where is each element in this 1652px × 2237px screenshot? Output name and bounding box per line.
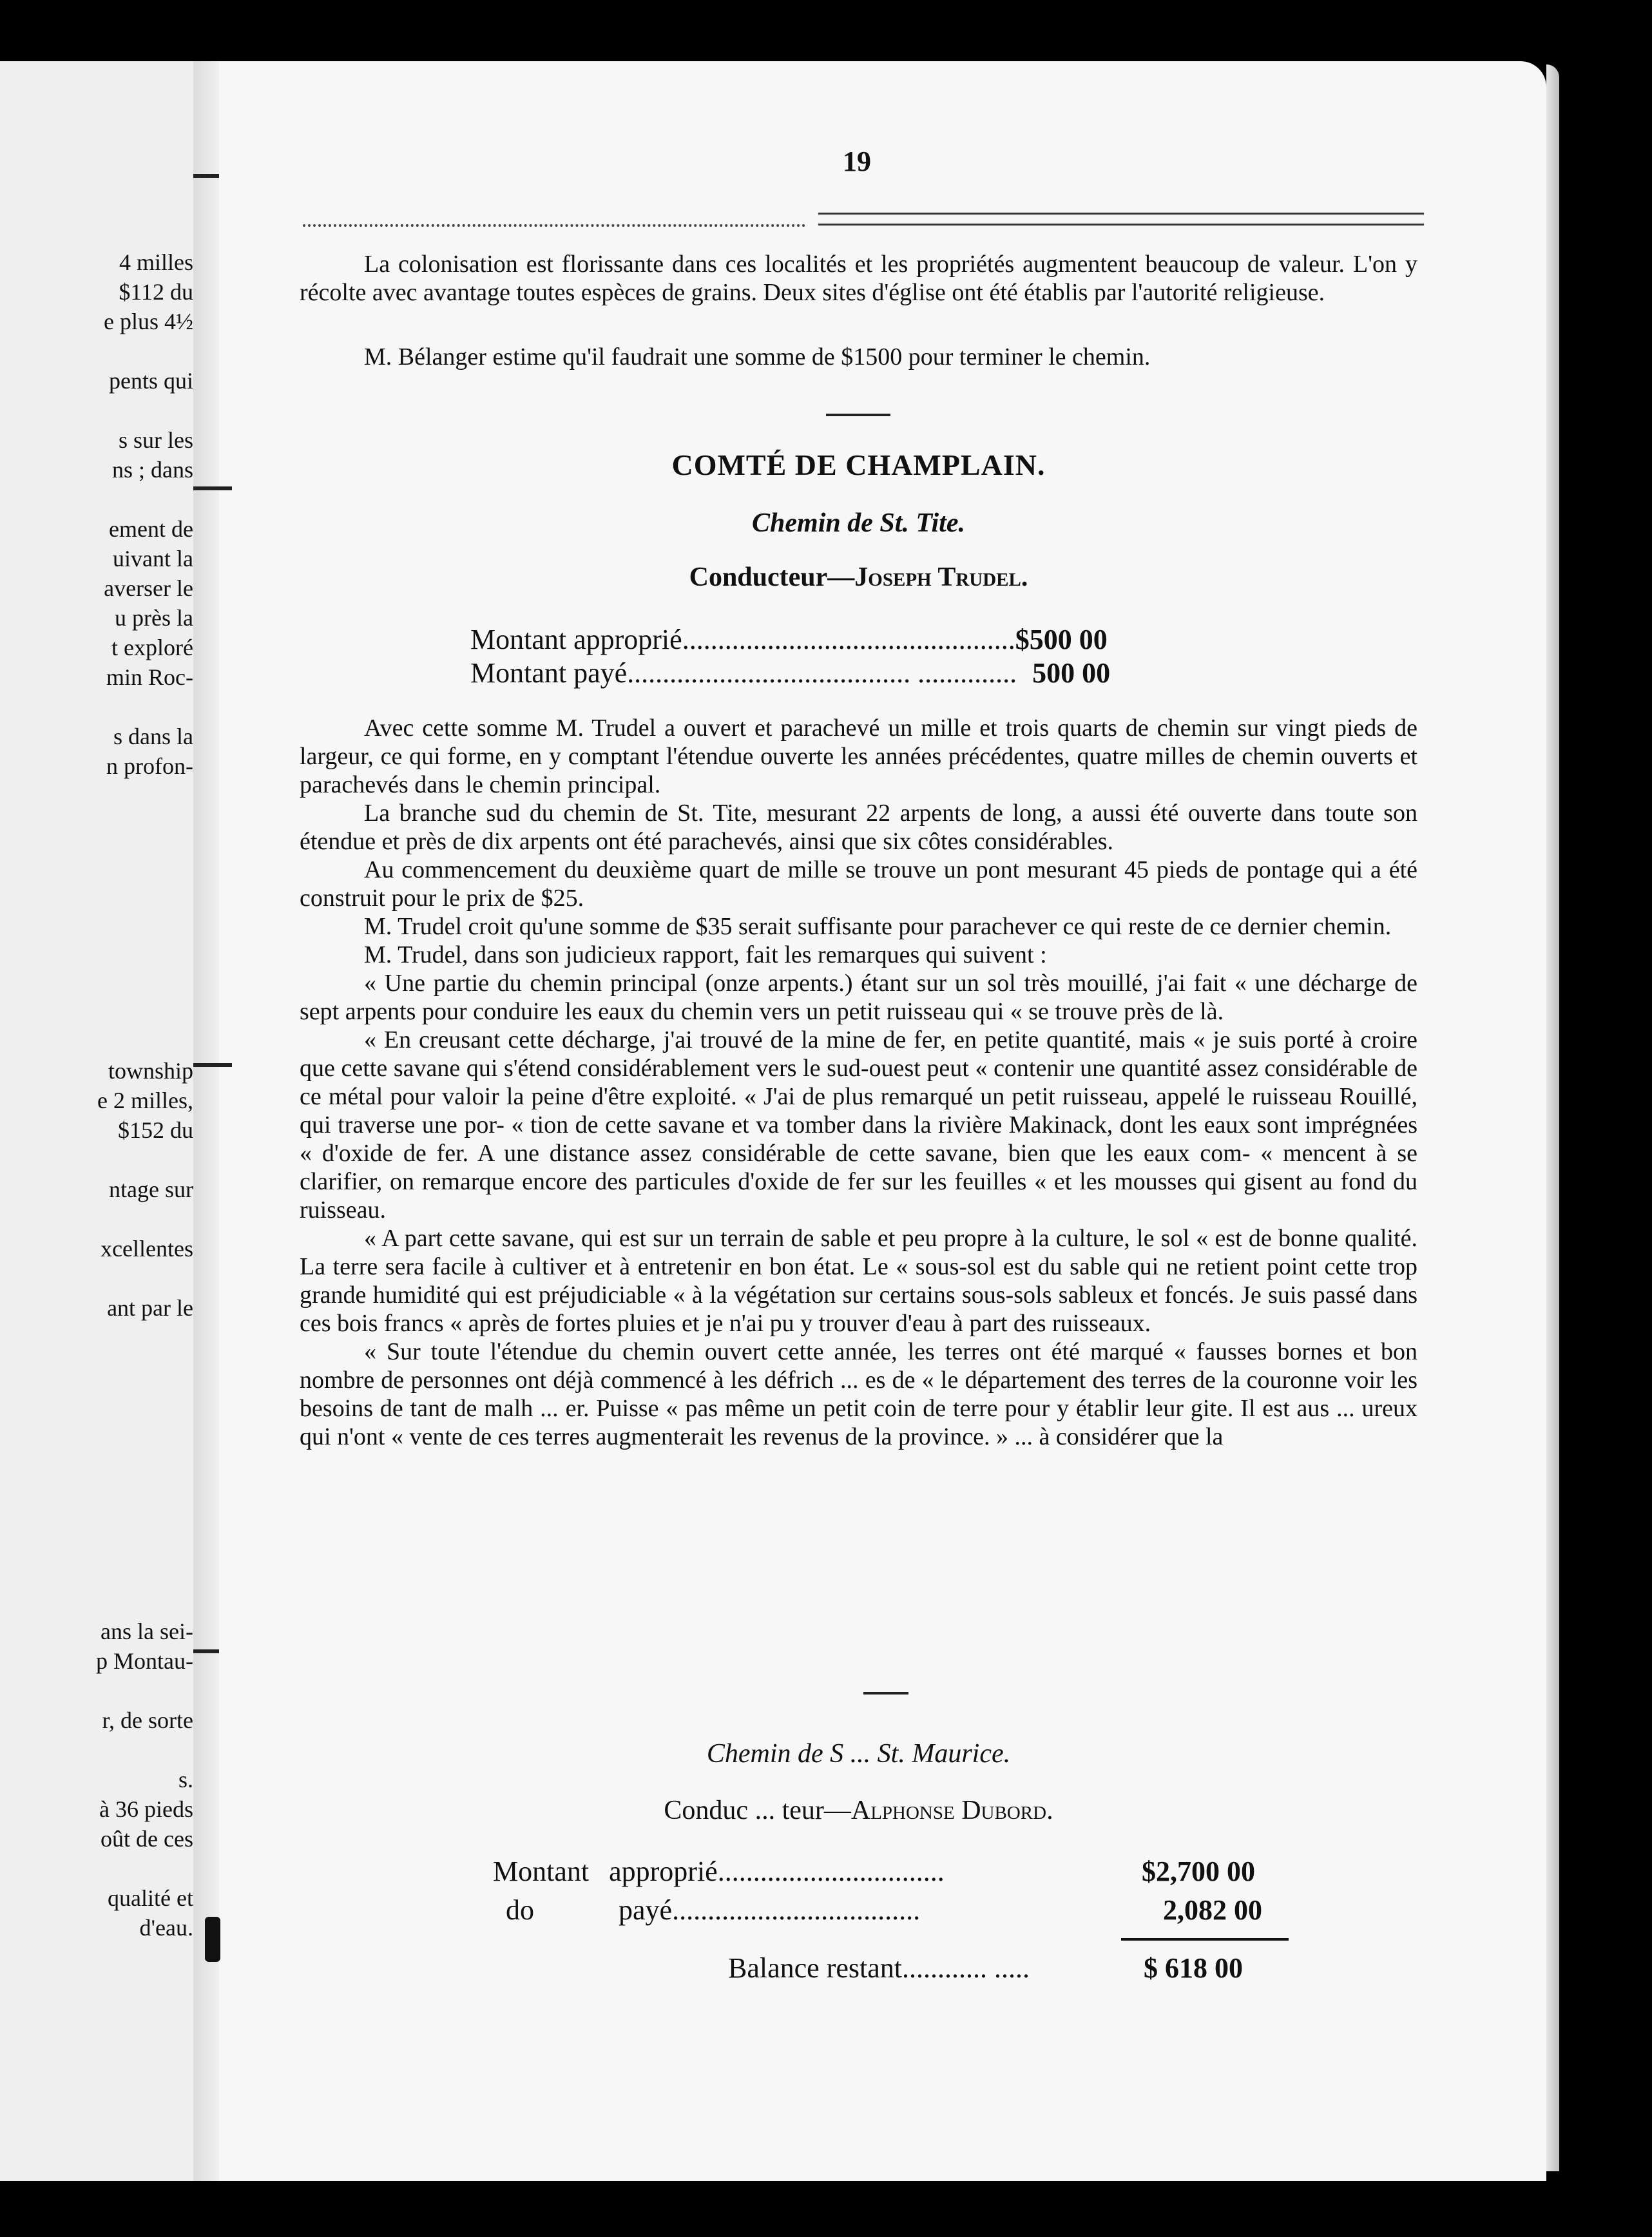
left-page-fragment-line: min Roc-: [106, 664, 193, 690]
conductor-prefix: Conducteur—: [689, 562, 855, 592]
paid-label: Montant payé: [470, 657, 628, 689]
left-page-fragment-line: s dans la: [113, 724, 193, 749]
left-page-fragment-line: à 36 pieds: [99, 1796, 193, 1822]
left-page-fragment-line: s sur les: [119, 427, 193, 453]
leader-dots: ...................................: [672, 1894, 921, 1926]
appropriated-amount: $500 00: [1015, 624, 1108, 655]
paid-row: [470, 657, 1110, 689]
leader-dots: ........................................ ..............: [627, 657, 1017, 689]
conductor-prefix: Conduc ... teur—: [664, 1796, 851, 1825]
body-paragraph: M. Trudel, dans son judicieux rapport, fait les remarques qui suivent :: [364, 941, 1047, 968]
appropriated-label: Montant: [493, 1856, 590, 1887]
appropriated-label-word: approprié: [609, 1856, 718, 1887]
section-divider: [826, 414, 890, 416]
appropriated-amount: $2,700 00: [1142, 1856, 1255, 1887]
quoted-paragraph: « Une partie du chemin principal (onze arpents.) étant sur un sol très mouillé, j'ai fait « une décharge de sept arpents pour conduire les eaux du chemin vers un petit ruisseau qui « se trouve près de là.: [300, 970, 1417, 1025]
left-page-fragment-line: r, de sorte: [102, 1707, 193, 1733]
left-page-fragment-line: oût de ces: [101, 1826, 193, 1852]
road-heading: Chemin de S ... St. Maurice.: [706, 1739, 1011, 1769]
page-number: 19: [843, 146, 871, 177]
left-page-fragment-line: s.: [178, 1767, 193, 1792]
appropriated-row: [493, 1856, 945, 1888]
body-paragraph: Au commencement du deuxième quart de mille se trouve un pont mesurant 45 pieds de pontage qui a été construit pour le prix de $25.: [300, 856, 1417, 912]
conductor-name: Joseph Trudel.: [854, 562, 1028, 592]
left-page-fragment-line: ns ; dans: [112, 457, 193, 483]
left-page-fragment-line: ans la sei-: [101, 1618, 193, 1644]
page-edge: [1546, 64, 1559, 2171]
appropriated-row: [470, 624, 1108, 656]
left-page-fragment-line: xcellentes: [101, 1236, 193, 1262]
header-rule-double: [818, 213, 1424, 226]
leader-dots: ...............................................: [682, 624, 1015, 655]
leader-dots: ............ .....: [901, 1952, 1030, 1984]
left-page-fragment-line: uivant la: [113, 546, 193, 571]
quoted-paragraph: « Sur toute l'étendue du chemin ouvert cette année, les terres ont été marqué « fausses bornes et bon nombre de personnes ont déjà commencé à les défrich ... es de « le département des terres de la couronne voir les besoins de tant de malh ... er. Puisse « pas même un petit coin de terre pour y établir leur gite. Il est aus ... ureux qui n'ont « vente de ces terres augmenterait les revenus de la province. » ... à considérer que la: [300, 1338, 1417, 1450]
body-paragraph: La branche sud du chemin de St. Tite, mesurant 22 arpents de long, a aussi été ouverte dans toute son étendue et près de dix arpents ont été parachevés, ainsi que six côtes considérables.: [300, 800, 1417, 855]
quoted-paragraph: « A part cette savane, qui est sur un terrain de sable et peu propre à la culture, le sol « est de bonne qualité. La terre sera facile à cultiver et à entretenir en bon état. Le « sous-sol est du sable qui ne retient point cette trop grande humidité qui est préjudiciable « à la végétation sur certains sous-sols sableux et foncés. Je suis passé dans ces bois francs « après de fortes pluies et je n'ai pu y trouver d'eau à part des ruisseaux.: [300, 1225, 1417, 1337]
binding-mark: [193, 1063, 232, 1067]
conductor-name: Alphonse Dubord.: [850, 1796, 1053, 1825]
paid-label-word: payé: [619, 1894, 673, 1926]
binding-mark: [193, 174, 219, 178]
binding-mark: [193, 486, 232, 490]
section-divider: [863, 1692, 908, 1695]
left-page-fragment-line: 4 milles: [119, 249, 193, 275]
left-page-fragment-line: qualité et: [108, 1885, 193, 1911]
paid-amount: 2,082 00: [1163, 1894, 1262, 1926]
left-page-fragment-line: n profon-: [106, 753, 193, 779]
binding-clasp: [205, 1917, 220, 1962]
appropriated-label: Montant approprié: [470, 624, 682, 655]
left-page-fragment-line: p Montau-: [96, 1648, 193, 1674]
left-page-fragment-line: d'eau.: [139, 1915, 193, 1941]
left-page-fragment-line: e plus 4½: [104, 309, 193, 334]
conductor-line: [300, 1795, 1417, 1826]
balance-row: [728, 1952, 1030, 1984]
paid-amount: 500 00: [1032, 657, 1111, 689]
binding-mark: [193, 1649, 219, 1653]
header-rule-dotted: [303, 224, 805, 227]
left-page-fragment-line: $152 du: [118, 1117, 193, 1143]
leader-dots: ................................: [717, 1856, 945, 1887]
paid-row: [506, 1894, 920, 1926]
intro-paragraph: La colonisation est florissante dans ces localités et les propriétés augmentent beaucoup de valeur. L'on y récolte avec avantage toutes espèces de grains. Deux sites d'église ont été établis par l'autorité religieuse.: [300, 251, 1417, 306]
left-page-fragment-line: t exploré: [111, 635, 193, 660]
left-page-fragment-line: $112 du: [119, 279, 193, 305]
road-heading: Chemin de St. Tite.: [752, 508, 965, 538]
left-page-fragment-line: u près la: [115, 605, 193, 631]
county-heading: COMTÉ DE CHAMPLAIN.: [671, 448, 1046, 481]
total-rule: [1121, 1938, 1289, 1941]
intro-paragraph: M. Bélanger estime qu'il faudrait une somme de $1500 pour terminer le chemin.: [364, 343, 1151, 370]
body-paragraph: Avec cette somme M. Trudel a ouvert et parachevé un mille et trois quarts de chemin sur vingt pieds de largeur, ce qui forme, en y comptant l'étendue ouverte les années précédentes, quatre milles de chemin ouverts et parachevés dans le chemin principal.: [300, 715, 1417, 798]
left-page-fragment-line: township: [108, 1058, 193, 1084]
quoted-paragraph: « En creusant cette décharge, j'ai trouvé de la mine de fer, en petite quantité, mais « je suis porté à croire que cette savane qui s'étend considérablement vers le sud-ouest peut « contenir une quantité assez considérable de ce métal pour valoir la peine d'être exploité. « J'ai de plus remarqué un petit ruisseau, appelé le ruisseau Rouillé, qui traverse une por- « tion de cette savane et va tomber dans la rivière Makinack, dont les eaux sont imprégnées « d'oxide de fer. A une distance assez considérable de cette savane, bien que les eaux com- « mencent à se clarifier, on remarque encore des particules d'oxide de fer sur les feuilles « et les mousses qui gisent au fond du ruisseau.: [300, 1026, 1417, 1224]
left-page-fragment-line: ement de: [109, 516, 193, 542]
body-paragraph: M. Trudel croit qu'une somme de $35 serait suffisante pour parachever ce qui reste de ce dernier chemin.: [364, 913, 1392, 940]
left-page-fragment-line: averser le: [104, 575, 193, 601]
left-page-fragment-line: ant par le: [107, 1295, 193, 1321]
left-page-fragment-line: ntage sur: [109, 1176, 193, 1202]
balance-label: Balance restant: [728, 1952, 902, 1984]
section-body: [300, 714, 1417, 1451]
conductor-line: [300, 562, 1417, 593]
balance-amount: $ 618 00: [1144, 1952, 1243, 1984]
left-page-fragment-line: pents qui: [109, 368, 193, 394]
left-page-fragment-line: e 2 milles,: [97, 1088, 193, 1113]
paid-label: do: [506, 1894, 534, 1926]
